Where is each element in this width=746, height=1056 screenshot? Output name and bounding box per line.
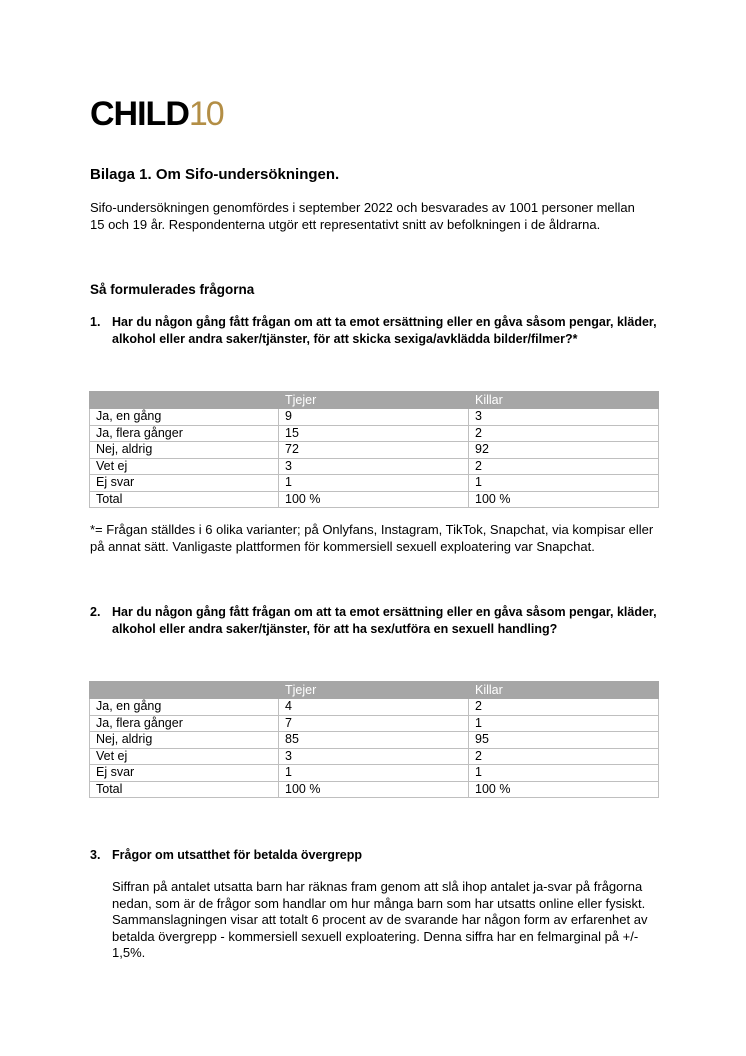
table-row xyxy=(90,458,659,475)
question-3 xyxy=(90,847,660,864)
section-title: Så formulerades frågorna xyxy=(90,282,255,297)
table-header-cell: Tjejer xyxy=(279,392,469,409)
table-header-cell: Tjejer xyxy=(279,682,469,699)
table-cell: 85 xyxy=(279,732,469,749)
table-cell: 1 xyxy=(279,765,469,782)
footnote: *= Frågan ställdes i 6 olika varianter; på Onlyfans, Instagram, TikTok, Snapchat, via kompisar eller på annat sätt. Vanligaste plattformen för kommersiell sexuell exploatering var Snapchat. xyxy=(90,522,654,554)
question-number: 2. xyxy=(90,605,101,619)
table-header-cell xyxy=(90,392,279,409)
table-cell: 2 xyxy=(469,425,659,442)
table-cell: 100 % xyxy=(469,491,659,508)
question-text: Har du någon gång fått frågan om att ta emot ersättning eller en gåva såsom pengar, kläder, alkohol eller andra saker/tjänster, för att ha sex/utföra en sexuell handling? xyxy=(112,605,657,636)
table-cell: Nej, aldrig xyxy=(90,442,279,459)
table-cell: 72 xyxy=(279,442,469,459)
table-cell: 2 xyxy=(469,458,659,475)
table-cell: 100 % xyxy=(279,491,469,508)
table-cell: Ja, en gång xyxy=(90,409,279,426)
table-row xyxy=(90,748,659,765)
table-cell: 9 xyxy=(279,409,469,426)
table-cell: Ej svar xyxy=(90,765,279,782)
table-cell: Vet ej xyxy=(90,748,279,765)
table-header-cell: Killar xyxy=(469,392,659,409)
table-cell: 1 xyxy=(469,475,659,492)
question-2 xyxy=(90,604,660,637)
table-cell: 2 xyxy=(469,748,659,765)
table-cell: 3 xyxy=(279,458,469,475)
table-row xyxy=(90,442,659,459)
table-row xyxy=(90,765,659,782)
table-cell: 92 xyxy=(469,442,659,459)
table-cell: 100 % xyxy=(469,781,659,798)
table-cell: 95 xyxy=(469,732,659,749)
table-cell: 3 xyxy=(279,748,469,765)
table-cell: 1 xyxy=(469,765,659,782)
table-cell: Total xyxy=(90,781,279,798)
table-cell: Ja, flera gånger xyxy=(90,425,279,442)
table-row xyxy=(90,409,659,426)
table-total-row xyxy=(90,491,659,508)
method-paragraph: Siffran på antalet utsatta barn har räknas fram genom att slå ihop antalet ja-svar på frågorna nedan, som är de frågor som handlar om hur många barn som har utsatts online eller fysiskt. Sammanslagningen visar att totalt 6 procent av de svarande har någon form av erfarenhet av betalda övergrepp - kommersiell sexuell exploatering. Denna siffra har en felmarginal på +/- 1,5%. xyxy=(112,879,648,960)
table-cell: Ja, flera gånger xyxy=(90,715,279,732)
results-table-1 xyxy=(89,391,659,508)
table-cell: Ej svar xyxy=(90,475,279,492)
table-cell: 4 xyxy=(279,699,469,716)
table-header-cell: Killar xyxy=(469,682,659,699)
table-cell: Vet ej xyxy=(90,458,279,475)
question-text: Frågor om utsatthet för betalda övergrepp xyxy=(112,848,363,862)
table-cell: 7 xyxy=(279,715,469,732)
table-cell: 3 xyxy=(469,409,659,426)
table-row xyxy=(90,475,659,492)
table-cell: 100 % xyxy=(279,781,469,798)
table-cell: 2 xyxy=(469,699,659,716)
table-cell: Nej, aldrig xyxy=(90,732,279,749)
logo-accent-text: 10 xyxy=(188,95,223,133)
table-row xyxy=(90,425,659,442)
table-cell: Ja, en gång xyxy=(90,699,279,716)
table-row xyxy=(90,715,659,732)
page-title: Bilaga 1. Om Sifo-undersökningen. xyxy=(90,166,340,183)
table-row xyxy=(90,732,659,749)
question-number: 3. xyxy=(90,848,101,862)
logo-main-text: CHILD xyxy=(90,95,189,133)
question-1 xyxy=(90,314,660,347)
question-text: Har du någon gång fått frågan om att ta emot ersättning eller en gåva såsom pengar, kläder, alkohol eller andra saker/tjänster, för att skicka sexiga/avklädda bilder/filmer?* xyxy=(112,315,657,346)
table-header-cell xyxy=(90,682,279,699)
table-header-row xyxy=(90,392,659,409)
table-header-row xyxy=(90,682,659,699)
child10-logo xyxy=(90,97,223,131)
table-row xyxy=(90,699,659,716)
intro-paragraph: Sifo-undersökningen genomfördes i september 2022 och besvarades av 1001 personer mellan 15 och 19 år. Respondenterna utgör ett representativt snitt av befolkningen i de åldrarna. xyxy=(90,200,635,232)
table-total-row xyxy=(90,781,659,798)
table-cell: 1 xyxy=(469,715,659,732)
question-number: 1. xyxy=(90,315,101,329)
table-cell: Total xyxy=(90,491,279,508)
table-cell: 1 xyxy=(279,475,469,492)
table-cell: 15 xyxy=(279,425,469,442)
results-table-2 xyxy=(89,681,659,798)
